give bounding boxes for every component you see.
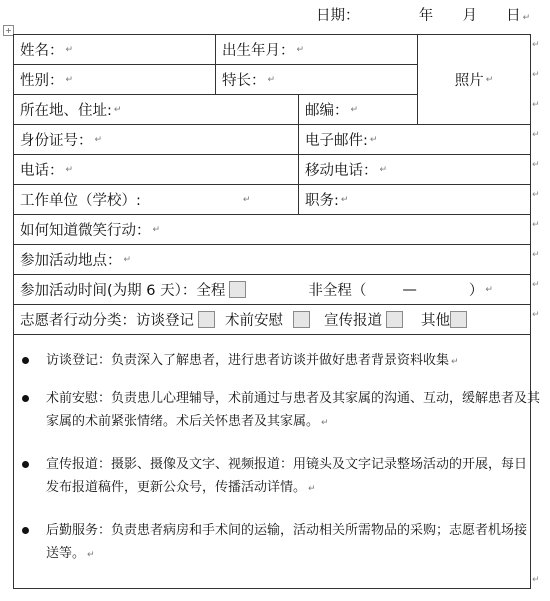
month-label: 月 [462, 8, 477, 24]
promo-checkbox[interactable] [386, 311, 403, 328]
postcode-field[interactable]: 邮编： ↵ [305, 103, 359, 119]
row-time: 参加活动时间(为期 6 天）：全程 非全程（ — ） ↵ [14, 275, 530, 305]
list-item: 术前安慰：负责患儿心理辅导，术前通过与患者及其家属的沟通、互动，缓解患者及其 家属的术前紧张情绪。术后关怀患者及其家属。 ↵ [22, 387, 534, 435]
time-label: 参加活动时间(为期 6 天）：全程 [20, 283, 226, 299]
specialty-field[interactable]: 特长： ↵ [222, 73, 276, 89]
partial-close: ） [468, 283, 484, 299]
row-id [14, 125, 530, 155]
workplace-field[interactable]: 工作单位（学校）: ↵ [20, 193, 251, 209]
bullet-icon [22, 461, 29, 468]
row-gender [14, 65, 417, 95]
list-item: 访谈登记：负责深入了解患者，进行患者访谈并做好患者背景资料收集 ↵ [22, 349, 534, 374]
location-field[interactable]: 参加活动地点： ↵ [20, 253, 132, 269]
row-address [14, 95, 417, 125]
id-number-field[interactable]: 身份证号： ↵ [20, 133, 103, 149]
name-field[interactable]: 姓名： ↵ [20, 43, 74, 59]
row-how-know [14, 215, 530, 245]
photo-cell[interactable]: 照片 ↵ [417, 35, 530, 125]
phone-field[interactable]: 电话： ↵ [20, 163, 74, 179]
gender-field[interactable]: 性别： ↵ [20, 73, 74, 89]
other-label: 其他 [421, 313, 450, 329]
bullet-icon [22, 527, 29, 534]
category-label: 志愿者行动分类：访谈登记 [20, 313, 194, 329]
partial-label: 非全程（ [308, 283, 367, 299]
mobile-field[interactable]: 移动电话： ↵ [305, 163, 388, 179]
how-know-field[interactable]: 如何知道微笑行动： ↵ [20, 223, 161, 239]
list-item: 后勤服务：负责患者病房和手术间的运输，活动相关所需物品的采购；志愿者机场接 送等。 ↵ [22, 519, 534, 567]
bullet-icon [22, 357, 29, 364]
row-workplace [14, 185, 530, 215]
interview-checkbox[interactable] [198, 311, 215, 328]
date-line: 日期： 年 月 日 ↵ [316, 8, 531, 24]
other-checkbox[interactable] [450, 311, 467, 328]
list-item: 宣传报道：摄影、摄像及文字、视频报道：用镜头及文字记录整场活动的开展，每日 发布报道稿件，更新公众号，传播活动详情。 ↵ [22, 453, 534, 501]
full-time-checkbox[interactable] [229, 281, 246, 298]
row-category [14, 305, 530, 335]
address-field[interactable]: 所在地、住址: ↵ [20, 103, 122, 119]
promo-label: 宣传报道 [324, 313, 382, 329]
date-label: 日期： [316, 8, 360, 24]
volunteer-form [13, 34, 541, 589]
role-descriptions [14, 335, 541, 588]
row-location [14, 245, 530, 275]
preop-label: 术前安慰 [225, 313, 283, 329]
table-move-handle-icon[interactable]: + [3, 25, 14, 36]
year-label: 年 [418, 8, 434, 24]
bullet-icon [22, 395, 29, 402]
email-field[interactable]: 电子邮件: ↵ [305, 133, 378, 149]
birth-field[interactable]: 出生年月： ↵ [222, 43, 305, 59]
preop-checkbox[interactable] [293, 311, 310, 328]
partial-dash: — [402, 281, 417, 298]
row-name [14, 35, 417, 65]
position-field[interactable]: 职务: ↵ [305, 193, 349, 209]
day-label: 日 [506, 8, 521, 24]
row-phone [14, 155, 530, 185]
